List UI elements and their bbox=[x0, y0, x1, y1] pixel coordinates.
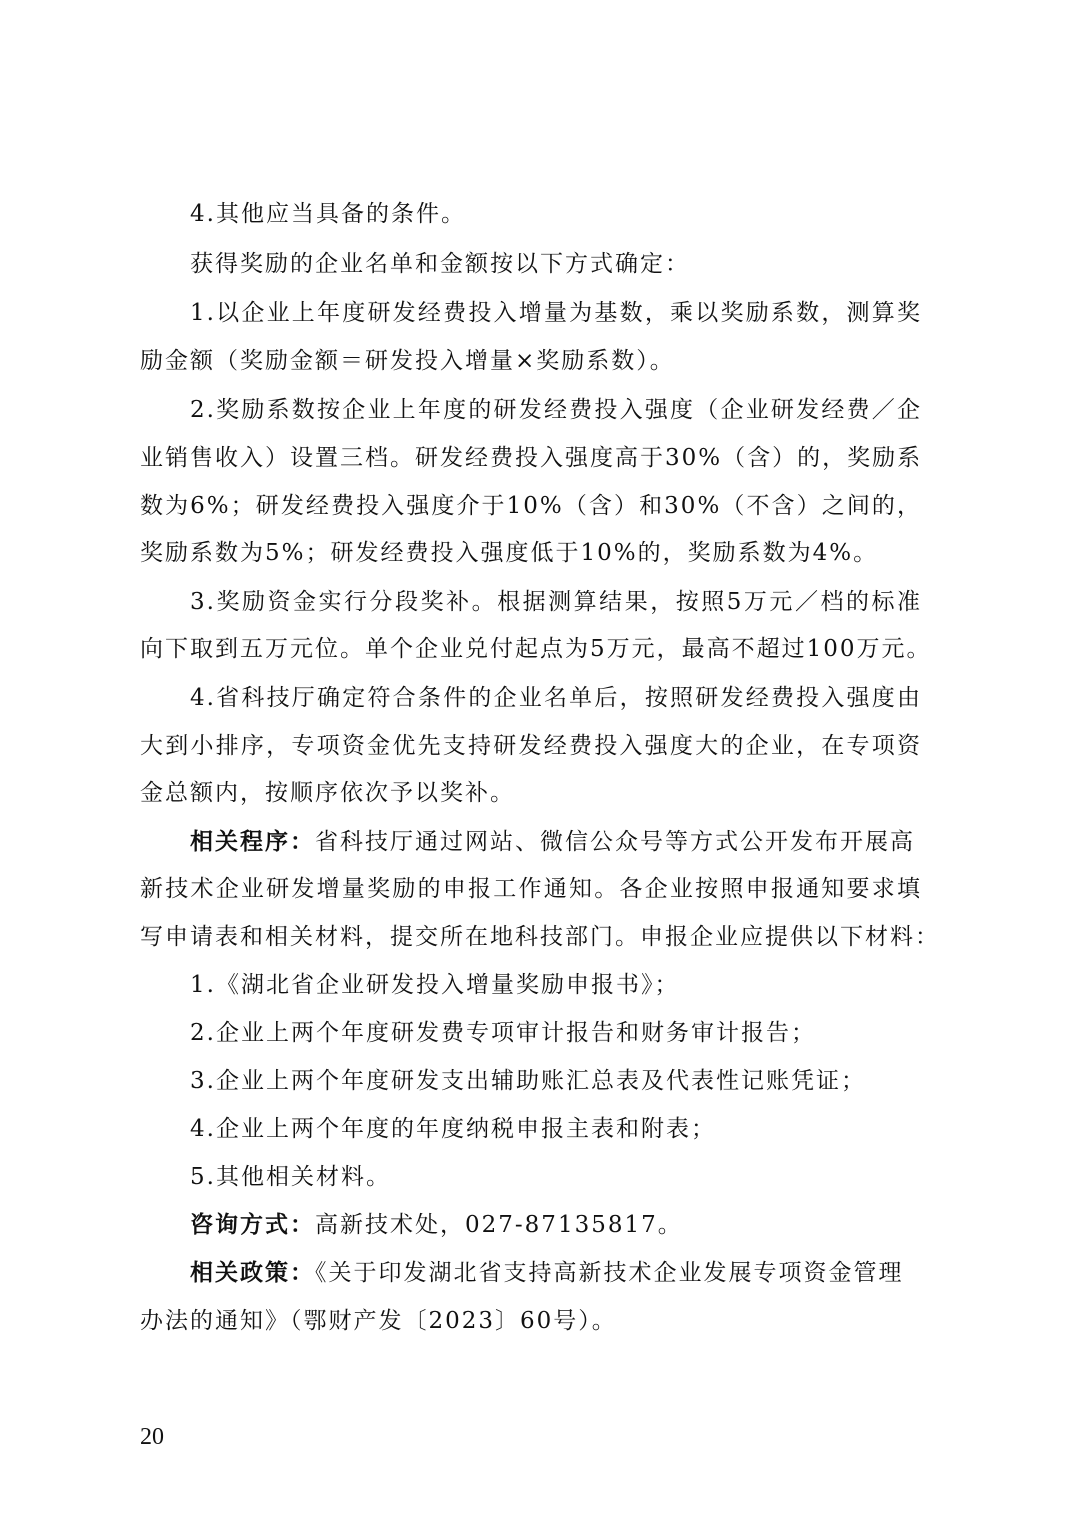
procedure-text: 省科技厅通过网站、微信公众号等方式公开发布开展高 bbox=[315, 829, 915, 855]
condition-4: 4.其他应当具备的条件。 bbox=[190, 201, 466, 227]
policy-line-1 bbox=[190, 1258, 922, 1288]
material-item-2: 2.企业上两个年度研发费专项审计报告和财务审计报告； bbox=[190, 1020, 816, 1046]
consult-text: 高新技术处，027-87135817。 bbox=[315, 1212, 683, 1238]
material-item-5: 5.其他相关材料。 bbox=[190, 1164, 391, 1190]
procedure-line-1 bbox=[190, 827, 922, 857]
rule-3-line-2: 向下取到五万元位。单个企业兑付起点为5万元，最高不超过100万元。 bbox=[140, 636, 932, 662]
material-item-3: 3.企业上两个年度研发支出辅助账汇总表及代表性记账凭证； bbox=[190, 1068, 866, 1094]
rule-2-line-2: 业销售收入）设置三档。研发经费投入强度高于30%（含）的，奖励系 bbox=[140, 445, 923, 471]
material-item-1: 1.《湖北省企业研发投入增量奖励申报书》； bbox=[190, 972, 680, 998]
rule-4-line-3: 金总额内，按顺序依次予以奖补。 bbox=[140, 780, 515, 806]
rule-2-line-4: 奖励系数为5%；研发经费投入强度低于10%的，奖励系数为4%。 bbox=[140, 540, 879, 566]
rule-1-line-2: 励金额（奖励金额＝研发投入增量×奖励系数）。 bbox=[140, 348, 675, 374]
rule-4-line-2: 大到小排序，专项资金优先支持研发经费投入强度大的企业，在专项资 bbox=[140, 733, 922, 759]
procedure-line-2: 新技术企业研发增量奖励的申报工作通知。各企业按照申报通知要求填 bbox=[140, 876, 922, 902]
rule-3-line-1: 3.奖励资金实行分段奖补。根据测算结果，按照5万元／档的标准 bbox=[190, 589, 922, 615]
policy-text: 《关于印发湖北省支持高新技术企业发展专项资金管理 bbox=[315, 1260, 904, 1286]
rule-1-line-1: 1.以企业上年度研发经费投入增量为基数，乘以奖励系数，测算奖 bbox=[190, 300, 922, 326]
policy-line-2: 办法的通知》（鄂财产发〔2023〕60号）。 bbox=[140, 1308, 617, 1334]
award-method-heading: 获得奖励的企业名单和金额按以下方式确定： bbox=[190, 251, 690, 277]
consult-line bbox=[190, 1210, 922, 1240]
consult-label: 咨询方式： bbox=[190, 1212, 315, 1238]
rule-2-line-3: 数为6%；研发经费投入强度介于10%（含）和30%（不含）之间的， bbox=[140, 493, 922, 519]
procedure-label: 相关程序： bbox=[190, 829, 315, 855]
rule-4-line-1: 4.省科技厅确定符合条件的企业名单后，按照研发经费投入强度由 bbox=[190, 685, 922, 711]
page-number: 20 bbox=[140, 1424, 164, 1450]
procedure-line-3: 写申请表和相关材料，提交所在地科技部门。申报企业应提供以下材料： bbox=[140, 924, 940, 950]
material-item-4: 4.企业上两个年度的年度纳税申报主表和附表； bbox=[190, 1116, 716, 1142]
policy-label: 相关政策： bbox=[190, 1260, 315, 1286]
rule-2-line-1: 2.奖励系数按企业上年度的研发经费投入强度（企业研发经费／企 bbox=[190, 397, 922, 423]
